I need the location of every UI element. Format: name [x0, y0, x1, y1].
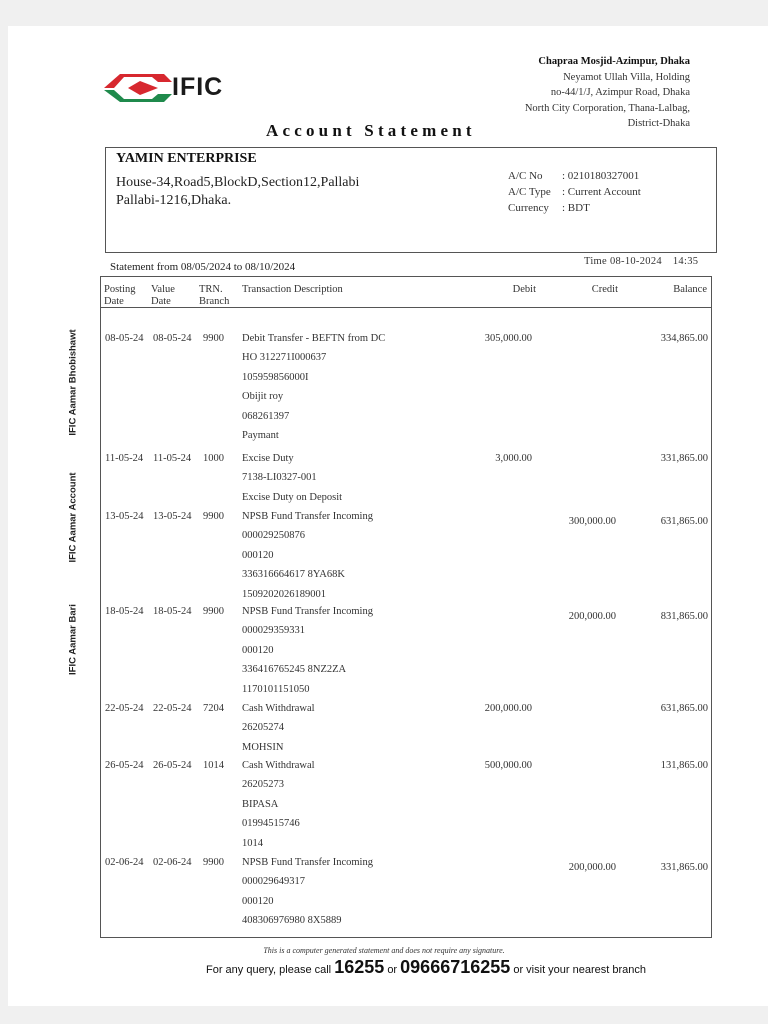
statement-period: Statement from 08/05/2024 to 08/10/2024: [110, 261, 296, 273]
debit-cell: 500,000.00: [484, 760, 532, 771]
table-header-divider: [100, 307, 712, 308]
description-line: 000029250876: [242, 530, 305, 542]
description-line: 000120: [242, 644, 274, 656]
description-line: Paymant: [242, 430, 279, 441]
side-label-aamar-bari: IFIC Aamar Bari: [67, 604, 79, 675]
description-line: 408306976980 8X5889: [242, 915, 342, 927]
value-date-cell: 26-05-24: [153, 760, 192, 771]
trn-branch-cell: 9900: [203, 511, 224, 522]
time-clock: 14:35: [672, 256, 699, 267]
header-posting-date: [104, 284, 136, 308]
description-line: 336416765245 8NZ2ZA: [242, 664, 347, 676]
description-line: NPSB Fund Transfer Incoming: [242, 857, 373, 868]
footer-note: This is a computer generated statement and does not require any signature.: [263, 946, 505, 955]
value-date-cell: 11-05-24: [153, 453, 192, 464]
header-trn-branch: [199, 284, 229, 308]
description-line: 1170101151050: [242, 683, 310, 695]
header-text: Branch: [199, 296, 230, 307]
description-line: HO 312271I000637: [242, 352, 327, 364]
query-suffix: or visit your nearest branch: [513, 964, 647, 976]
description-line: 000120: [242, 895, 274, 907]
branch-address-line: Neyamot Ullah Villa, Holding: [563, 71, 690, 83]
credit-cell: 200,000.00: [568, 862, 616, 873]
phone-short: 16255: [334, 957, 385, 977]
customer-address-line: Pallabi-1216,Dhaka.: [116, 193, 232, 208]
debit-cell: 305,000.00: [484, 333, 532, 344]
side-label-aamar-account: IFIC Aamar Account: [67, 472, 79, 563]
posting-date-cell: 18-05-24: [105, 606, 144, 617]
header-value-date: [151, 284, 175, 308]
branch-address-line: District-Dhaka: [627, 118, 690, 129]
customer-address-line: House-34,Road5,BlockD,Section12,Pallabi: [116, 175, 360, 190]
trn-branch-cell: 9900: [203, 857, 224, 868]
posting-date-cell: 13-05-24: [105, 511, 144, 522]
description-line: Excise Duty on Deposit: [242, 491, 343, 503]
balance-cell: 631,865.00: [660, 703, 708, 714]
header-text: Value: [151, 284, 175, 295]
statement-time: [584, 256, 698, 267]
or-text: or: [387, 964, 398, 976]
currency-value: : BDT: [562, 202, 590, 214]
header-balance: Balance: [673, 284, 707, 295]
balance-cell: 831,865.00: [660, 611, 708, 622]
description-line: 01994515746: [242, 818, 300, 830]
debit-cell: 200,000.00: [484, 703, 532, 714]
description-line: 336316664617 8YA68K: [242, 569, 345, 581]
header-text: Date: [104, 296, 124, 307]
branch-address-line: no-44/1/J, Azimpur Road, Dhaka: [550, 87, 690, 98]
description-line: Debit Transfer - BEFTN from DC: [242, 333, 386, 344]
value-date-cell: 22-05-24: [153, 703, 192, 714]
header-text: TRN.: [199, 284, 223, 295]
header-text: Posting: [104, 284, 136, 295]
customer-info-box: [105, 147, 717, 253]
credit-cell: 200,000.00: [568, 611, 616, 622]
query-prefix: For any query, please call: [205, 964, 332, 976]
phone-long: 09666716255: [400, 957, 511, 977]
description-line: 105959856000I: [242, 371, 309, 383]
description-line: Excise Duty: [242, 453, 294, 464]
header-debit: Debit: [512, 284, 536, 295]
description-line: 000120: [242, 549, 274, 561]
description-line: NPSB Fund Transfer Incoming: [242, 511, 373, 522]
value-date-cell: 18-05-24: [153, 606, 192, 617]
description-line: MOHSIN: [242, 741, 284, 753]
branch-address-line: Chapraa Mosjid-Azimpur, Dhaka: [538, 56, 690, 67]
trn-branch-cell: 9900: [203, 333, 224, 344]
logo-text: IFIC: [172, 73, 224, 101]
trn-branch-cell: 9900: [203, 606, 224, 617]
description-line: 068261397: [242, 410, 290, 422]
description-line: 7138-LI0327-001: [242, 472, 317, 484]
header-credit: Credit: [591, 284, 618, 295]
description-line: Cash Withdrawal: [242, 703, 315, 714]
document-title: Account Statement: [266, 121, 476, 140]
balance-cell: 331,865.00: [660, 453, 708, 464]
trn-branch-cell: 7204: [203, 703, 224, 714]
value-date-cell: 08-05-24: [153, 333, 192, 344]
posting-date-cell: 08-05-24: [105, 333, 144, 344]
time-date: 08-10-2024: [609, 256, 662, 267]
value-date-cell: 02-06-24: [153, 857, 192, 868]
description-line: 1014: [242, 837, 263, 849]
description-line: BIPASA: [242, 798, 279, 810]
footer-query: [0, 957, 768, 978]
posting-date-cell: 02-06-24: [105, 857, 144, 868]
account-info: [508, 168, 641, 216]
ac-no-label: A/C No: [508, 170, 543, 182]
posting-date-cell: 22-05-24: [105, 703, 144, 714]
description-line: Obijit roy: [242, 391, 284, 403]
branch-address: [525, 54, 690, 132]
balance-cell: 631,865.00: [660, 516, 708, 527]
side-label-aamar-bhobishawt: IFIC Aamar Bhobishawt: [67, 329, 79, 436]
ac-type-value: : Current Account: [562, 186, 641, 198]
description-line: 26205274: [242, 722, 284, 734]
credit-cell: 300,000.00: [568, 516, 616, 527]
balance-cell: 131,865.00: [660, 760, 708, 771]
description-line: 000029359331: [242, 625, 305, 637]
ac-no-value: : 0210180327001: [562, 170, 640, 182]
posting-date-cell: 26-05-24: [105, 760, 144, 771]
branch-address-line: North City Corporation, Thana-Lalbag,: [524, 102, 690, 114]
description-line: 26205273: [242, 779, 284, 791]
trn-branch-cell: 1014: [203, 760, 224, 771]
header-description: Transaction Description: [242, 284, 343, 295]
customer-name: YAMIN ENTERPRISE: [116, 151, 257, 166]
ac-type-label: A/C Type: [508, 186, 551, 198]
trn-branch-cell: 1000: [203, 453, 224, 464]
customer-address: [116, 174, 359, 210]
description-line: 000029649317: [242, 876, 305, 888]
debit-cell: 3,000.00: [495, 453, 532, 464]
header-text: Date: [151, 296, 171, 307]
posting-date-cell: 11-05-24: [105, 453, 144, 464]
description-line: 1509202026189001: [242, 588, 326, 600]
currency-label: Currency: [508, 202, 549, 214]
time-label: Time: [584, 256, 607, 267]
description-line: Cash Withdrawal: [242, 760, 315, 771]
value-date-cell: 13-05-24: [153, 511, 192, 522]
description-line: NPSB Fund Transfer Incoming: [242, 606, 373, 617]
balance-cell: 331,865.00: [660, 862, 708, 873]
balance-cell: 334,865.00: [660, 333, 708, 344]
